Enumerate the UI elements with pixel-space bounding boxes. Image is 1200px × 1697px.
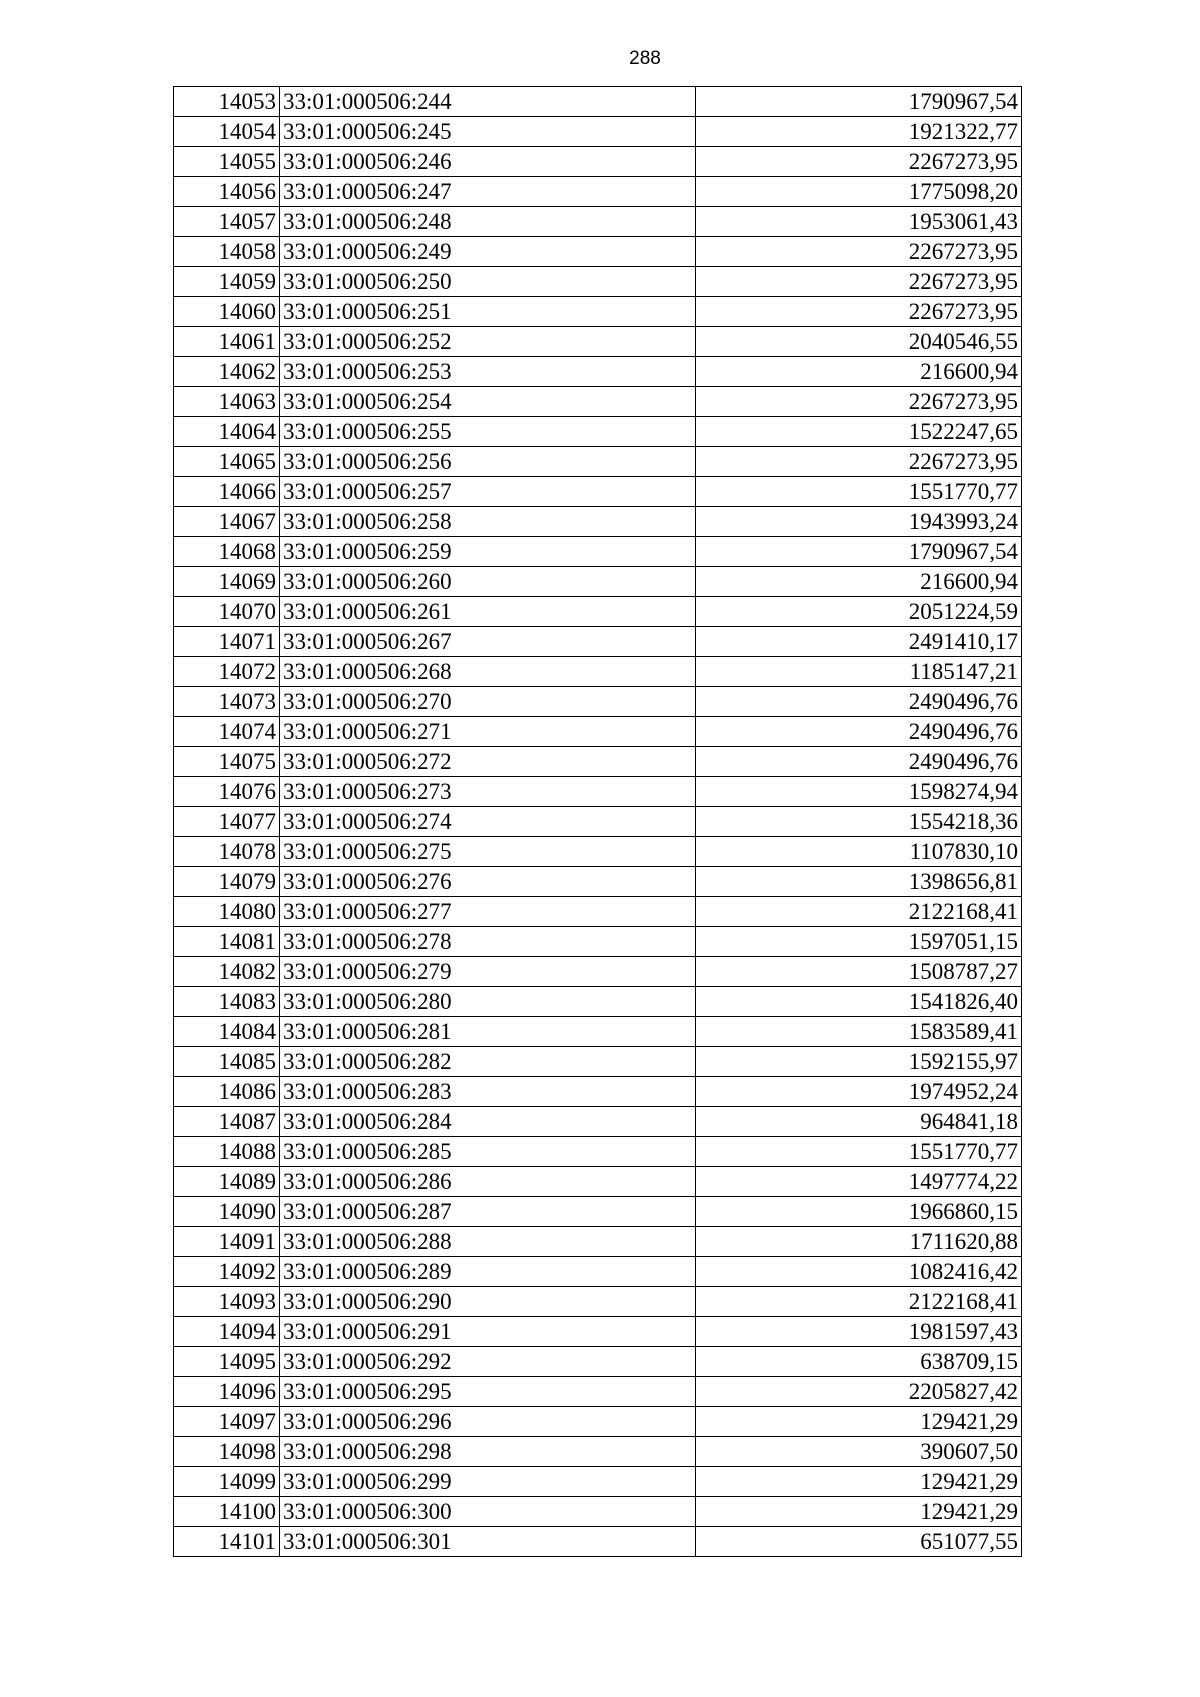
cadastral-value-cell: 1943993,24 [696,507,1022,537]
cadastral-number-cell: 33:01:000506:290 [280,1287,696,1317]
cadastral-number-cell: 33:01:000506:295 [280,1377,696,1407]
row-number-cell: 14068 [174,537,280,567]
cadastral-value-cell: 1551770,77 [696,1137,1022,1167]
cadastral-value-cell: 129421,29 [696,1407,1022,1437]
table-row [174,1407,1022,1437]
table-row [174,1347,1022,1377]
table-row [174,1227,1022,1257]
table-row [174,297,1022,327]
cadastral-value-cell: 2490496,76 [696,747,1022,777]
table-row [174,837,1022,867]
cadastral-number-cell: 33:01:000506:288 [280,1227,696,1257]
table-row [174,567,1022,597]
row-number-cell: 14093 [174,1287,280,1317]
cadastral-value-cell: 1522247,65 [696,417,1022,447]
cadastral-number-cell: 33:01:000506:249 [280,237,696,267]
table-row [174,327,1022,357]
cadastral-value-cell: 1583589,41 [696,1017,1022,1047]
row-number-cell: 14066 [174,477,280,507]
cadastral-number-cell: 33:01:000506:246 [280,147,696,177]
cadastral-number-cell: 33:01:000506:289 [280,1257,696,1287]
row-number-cell: 14092 [174,1257,280,1287]
table-row [174,1047,1022,1077]
table-row [174,1317,1022,1347]
row-number-cell: 14097 [174,1407,280,1437]
cadastral-value-cell: 2205827,42 [696,1377,1022,1407]
cadastral-value-cell: 1107830,10 [696,837,1022,867]
row-number-cell: 14079 [174,867,280,897]
cadastral-number-cell: 33:01:000506:260 [280,567,696,597]
cadastral-value-cell: 2490496,76 [696,717,1022,747]
table-row [174,1197,1022,1227]
cadastral-value-cell: 1711620,88 [696,1227,1022,1257]
table-row [174,1077,1022,1107]
cadastral-number-cell: 33:01:000506:291 [280,1317,696,1347]
cadastral-value-cell: 2267273,95 [696,267,1022,297]
cadastral-value-cell: 390607,50 [696,1437,1022,1467]
cadastral-value-cell: 216600,94 [696,567,1022,597]
table-row [174,147,1022,177]
cadastral-number-cell: 33:01:000506:286 [280,1167,696,1197]
table-row [174,87,1022,117]
row-number-cell: 14100 [174,1497,280,1527]
cadastral-value-cell: 129421,29 [696,1467,1022,1497]
cadastral-value-cell: 2267273,95 [696,297,1022,327]
cadastral-number-cell: 33:01:000506:273 [280,777,696,807]
table-row [174,387,1022,417]
cadastral-value-cell: 129421,29 [696,1497,1022,1527]
row-number-cell: 14094 [174,1317,280,1347]
cadastral-number-cell: 33:01:000506:255 [280,417,696,447]
table-row [174,1287,1022,1317]
cadastral-number-cell: 33:01:000506:280 [280,987,696,1017]
table-row [174,657,1022,687]
table-row [174,717,1022,747]
table-row [174,1467,1022,1497]
row-number-cell: 14087 [174,1107,280,1137]
row-number-cell: 14054 [174,117,280,147]
cadastral-value-cell: 2122168,41 [696,897,1022,927]
row-number-cell: 14081 [174,927,280,957]
table-row [174,477,1022,507]
row-number-cell: 14063 [174,387,280,417]
cadastral-value-cell: 2040546,55 [696,327,1022,357]
row-number-cell: 14056 [174,177,280,207]
table-row [174,177,1022,207]
table-row [174,747,1022,777]
cadastral-number-cell: 33:01:000506:261 [280,597,696,627]
cadastral-number-cell: 33:01:000506:257 [280,477,696,507]
cadastral-number-cell: 33:01:000506:259 [280,537,696,567]
cadastral-number-cell: 33:01:000506:258 [280,507,696,537]
table-body [174,87,1022,1557]
cadastral-number-cell: 33:01:000506:277 [280,897,696,927]
table-row [174,867,1022,897]
cadastral-value-cell: 964841,18 [696,1107,1022,1137]
table-row [174,597,1022,627]
cadastral-value-cell: 2267273,95 [696,387,1022,417]
row-number-cell: 14088 [174,1137,280,1167]
cadastral-number-cell: 33:01:000506:298 [280,1437,696,1467]
cadastral-value-cell: 1598274,94 [696,777,1022,807]
table-row [174,357,1022,387]
table-row [174,1437,1022,1467]
cadastral-number-cell: 33:01:000506:253 [280,357,696,387]
cadastral-number-cell: 33:01:000506:250 [280,267,696,297]
cadastral-value-cell: 1921322,77 [696,117,1022,147]
table-row [174,1377,1022,1407]
cadastral-value-cell: 1082416,42 [696,1257,1022,1287]
cadastral-number-cell: 33:01:000506:268 [280,657,696,687]
cadastral-value-cell: 1185147,21 [696,657,1022,687]
table-row [174,507,1022,537]
cadastral-value-cell: 2051224,59 [696,597,1022,627]
table-row [174,237,1022,267]
row-number-cell: 14062 [174,357,280,387]
row-number-cell: 14096 [174,1377,280,1407]
row-number-cell: 14061 [174,327,280,357]
row-number-cell: 14084 [174,1017,280,1047]
cadastral-number-cell: 33:01:000506:278 [280,927,696,957]
row-number-cell: 14067 [174,507,280,537]
table-row [174,687,1022,717]
cadastral-value-cell: 2122168,41 [696,1287,1022,1317]
cadastral-number-cell: 33:01:000506:296 [280,1407,696,1437]
cadastral-number-cell: 33:01:000506:252 [280,327,696,357]
row-number-cell: 14060 [174,297,280,327]
cadastral-value-cell: 1981597,43 [696,1317,1022,1347]
row-number-cell: 14083 [174,987,280,1017]
page-number: 288 [629,48,661,69]
cadastral-value-cell: 1775098,20 [696,177,1022,207]
cadastral-number-cell: 33:01:000506:272 [280,747,696,777]
cadastral-value-cell: 638709,15 [696,1347,1022,1377]
cadastral-number-cell: 33:01:000506:284 [280,1107,696,1137]
cadastral-number-cell: 33:01:000506:251 [280,297,696,327]
row-number-cell: 14099 [174,1467,280,1497]
table-row [174,807,1022,837]
cadastral-number-cell: 33:01:000506:244 [280,87,696,117]
cadastral-value-cell: 1551770,77 [696,477,1022,507]
row-number-cell: 14090 [174,1197,280,1227]
cadastral-number-cell: 33:01:000506:248 [280,207,696,237]
table-row [174,207,1022,237]
cadastral-number-cell: 33:01:000506:281 [280,1017,696,1047]
table-row [174,1017,1022,1047]
cadastral-number-cell: 33:01:000506:271 [280,717,696,747]
cadastral-value-cell: 1554218,36 [696,807,1022,837]
cadastral-number-cell: 33:01:000506:245 [280,117,696,147]
table-row [174,417,1022,447]
row-number-cell: 14089 [174,1167,280,1197]
cadastral-value-cell: 1966860,15 [696,1197,1022,1227]
cadastral-number-cell: 33:01:000506:282 [280,1047,696,1077]
row-number-cell: 14101 [174,1527,280,1557]
table-row [174,447,1022,477]
table-row [174,777,1022,807]
table-row [174,117,1022,147]
cadastral-value-cell: 2490496,76 [696,687,1022,717]
row-number-cell: 14091 [174,1227,280,1257]
row-number-cell: 14069 [174,567,280,597]
cadastral-value-cell: 2267273,95 [696,447,1022,477]
row-number-cell: 14077 [174,807,280,837]
table-row [174,957,1022,987]
cadastral-number-cell: 33:01:000506:247 [280,177,696,207]
cadastral-number-cell: 33:01:000506:274 [280,807,696,837]
cadastral-number-cell: 33:01:000506:292 [280,1347,696,1377]
cadastral-value-cell: 1497774,22 [696,1167,1022,1197]
cadastral-value-cell: 1974952,24 [696,1077,1022,1107]
table-row [174,1107,1022,1137]
cadastral-value-cell: 216600,94 [696,357,1022,387]
row-number-cell: 14078 [174,837,280,867]
cadastral-number-cell: 33:01:000506:267 [280,627,696,657]
cadastral-number-cell: 33:01:000506:287 [280,1197,696,1227]
table-row [174,627,1022,657]
table-row [174,927,1022,957]
cadastral-number-cell: 33:01:000506:283 [280,1077,696,1107]
row-number-cell: 14053 [174,87,280,117]
row-number-cell: 14098 [174,1437,280,1467]
cadastral-value-cell: 2491410,17 [696,627,1022,657]
table-row [174,267,1022,297]
row-number-cell: 14071 [174,627,280,657]
cadastral-number-cell: 33:01:000506:254 [280,387,696,417]
cadastral-value-cell: 1592155,97 [696,1047,1022,1077]
row-number-cell: 14074 [174,717,280,747]
cadastral-number-cell: 33:01:000506:275 [280,837,696,867]
row-number-cell: 14082 [174,957,280,987]
cadastral-value-table [173,86,1022,1557]
cadastral-value-cell: 2267273,95 [696,147,1022,177]
row-number-cell: 14055 [174,147,280,177]
table-row [174,987,1022,1017]
cadastral-number-cell: 33:01:000506:299 [280,1467,696,1497]
table-row [174,537,1022,567]
cadastral-number-cell: 33:01:000506:285 [280,1137,696,1167]
row-number-cell: 14086 [174,1077,280,1107]
row-number-cell: 14064 [174,417,280,447]
row-number-cell: 14057 [174,207,280,237]
cadastral-value-cell: 1508787,27 [696,957,1022,987]
cadastral-number-cell: 33:01:000506:276 [280,867,696,897]
cadastral-value-cell: 1790967,54 [696,87,1022,117]
cadastral-number-cell: 33:01:000506:279 [280,957,696,987]
cadastral-value-cell: 2267273,95 [696,237,1022,267]
cadastral-value-cell: 1790967,54 [696,537,1022,567]
cadastral-number-cell: 33:01:000506:270 [280,687,696,717]
row-number-cell: 14075 [174,747,280,777]
row-number-cell: 14076 [174,777,280,807]
table-row [174,897,1022,927]
table-row [174,1257,1022,1287]
table-row [174,1167,1022,1197]
cadastral-value-cell: 1953061,43 [696,207,1022,237]
table-row [174,1497,1022,1527]
cadastral-number-cell: 33:01:000506:301 [280,1527,696,1557]
cadastral-value-cell: 651077,55 [696,1527,1022,1557]
row-number-cell: 14080 [174,897,280,927]
cadastral-value-cell: 1398656,81 [696,867,1022,897]
row-number-cell: 14058 [174,237,280,267]
row-number-cell: 14065 [174,447,280,477]
cadastral-value-cell: 1597051,15 [696,927,1022,957]
table-row [174,1137,1022,1167]
row-number-cell: 14085 [174,1047,280,1077]
row-number-cell: 14073 [174,687,280,717]
cadastral-number-cell: 33:01:000506:256 [280,447,696,477]
row-number-cell: 14070 [174,597,280,627]
row-number-cell: 14059 [174,267,280,297]
table-row [174,1527,1022,1557]
row-number-cell: 14095 [174,1347,280,1377]
cadastral-value-cell: 1541826,40 [696,987,1022,1017]
cadastral-number-cell: 33:01:000506:300 [280,1497,696,1527]
row-number-cell: 14072 [174,657,280,687]
